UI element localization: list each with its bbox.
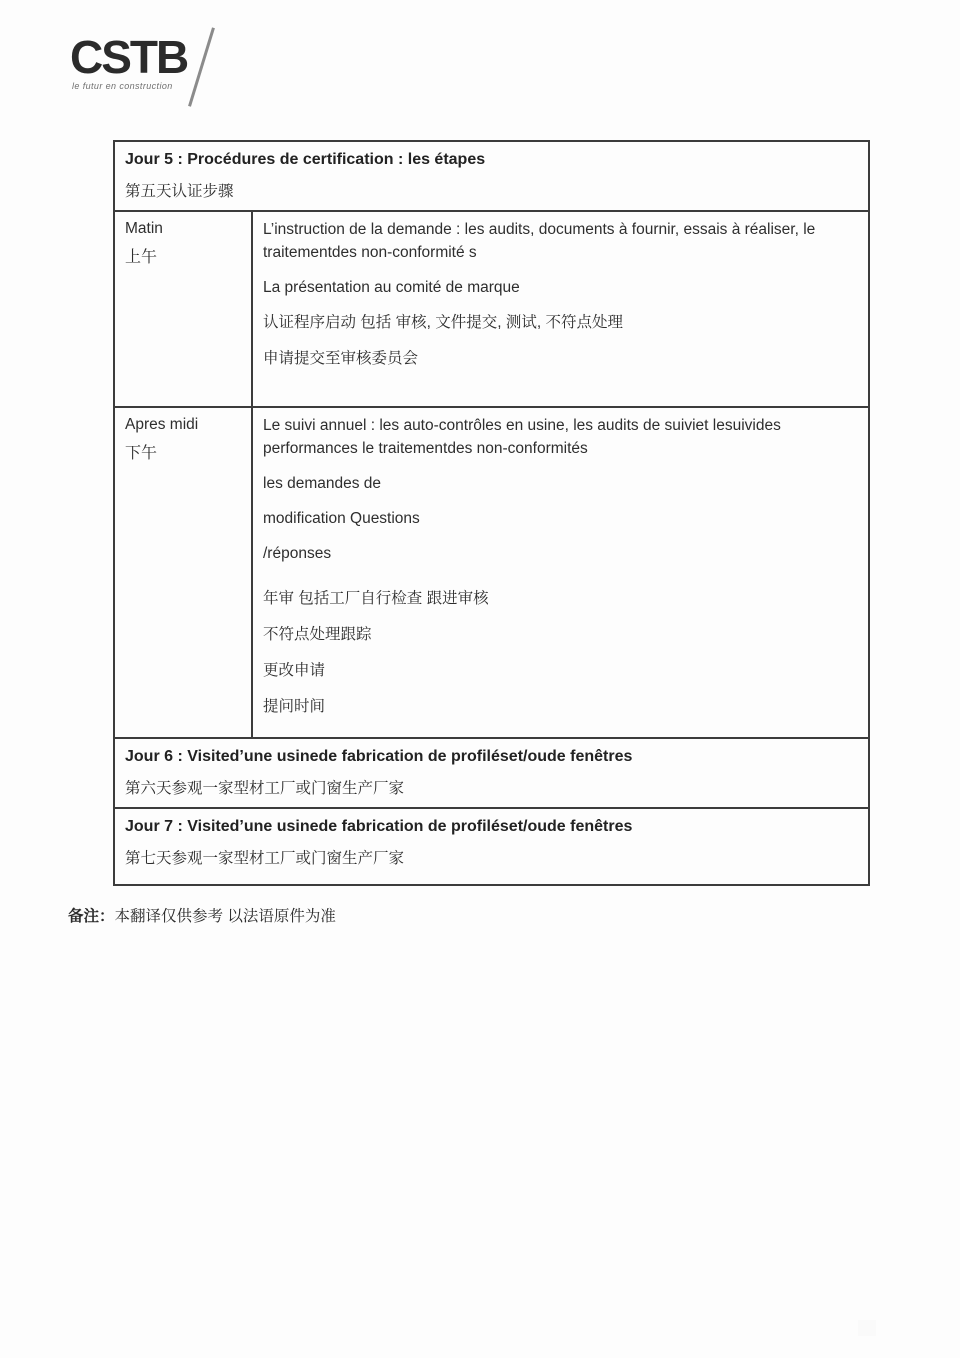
footnote <box>68 906 336 928</box>
apres-midi-label-fr: Apres midi <box>125 416 199 433</box>
matin-label-fr: Matin <box>125 220 163 237</box>
jour7-title-zh: 第七天参观一家型材工厂或门窗生产厂家 <box>125 850 405 867</box>
paragraph: modification Questions <box>263 510 420 527</box>
paragraph: 不符点处理跟踪 <box>263 626 372 643</box>
matin-content-cell <box>253 212 868 406</box>
jour6-title-fr: Jour 6 : Visited’une usinede fabrication de profiléset/oude fenêtres <box>125 748 633 765</box>
cstb-logo-tagline: le futur en construction <box>72 81 173 91</box>
matin-label-zh: 上午 <box>125 249 158 266</box>
jour6-row <box>115 737 868 807</box>
paragraph: Le suivi annuel : les auto-contrôles en usine, les audits de suiviet lesuivides performances le traitementdes non-conformités <box>263 417 781 457</box>
jour5-title-fr: Jour 5 : Procédures de certification : les étapes <box>125 151 486 168</box>
paragraph: les demandes de <box>263 475 382 492</box>
matin-label-cell <box>115 212 253 406</box>
paragraph: La présentation au comité de marque <box>263 279 520 296</box>
apres-midi-row <box>115 406 868 737</box>
footnote-label: 备注： <box>68 908 115 925</box>
apres-midi-label-cell <box>115 408 253 737</box>
paragraph: 申请提交至审核委员会 <box>263 350 419 367</box>
paragraph: 认证程序启动 包括 审核, 文件提交, 测试, 不符点处理 <box>263 314 623 331</box>
jour5-header-row <box>115 142 868 210</box>
jour6-title-zh: 第六天参观一家型材工厂或门窗生产厂家 <box>125 780 405 797</box>
footnote-text: 本翻译仅供参考 以法语原件为准 <box>114 908 336 925</box>
schedule-table <box>113 140 870 886</box>
jour7-title-fr: Jour 7 : Visited’une usinede fabrication de profiléset/oude fenêtres <box>125 818 633 835</box>
paragraph: 提问时间 <box>263 698 326 715</box>
paragraph: L’instruction de la demande : les audits, documents à fournir, essais à réaliser, le traitementdes non-conformité s <box>263 221 816 261</box>
jour5-title-zh: 第五天认证步骤 <box>125 183 234 200</box>
apres-midi-content-cell <box>253 408 868 737</box>
paragraph: 更改申请 <box>263 662 326 679</box>
apres-midi-label-zh: 下午 <box>125 445 158 462</box>
cstb-logo <box>70 31 280 114</box>
jour7-row <box>115 807 868 884</box>
scan-artifact <box>858 1320 876 1336</box>
matin-row <box>115 210 868 406</box>
paragraph: 年审 包括工厂自行检查 跟进审核 <box>263 590 489 607</box>
cstb-logo-text: CSTB <box>70 31 188 83</box>
paragraph: /réponses <box>263 545 332 562</box>
